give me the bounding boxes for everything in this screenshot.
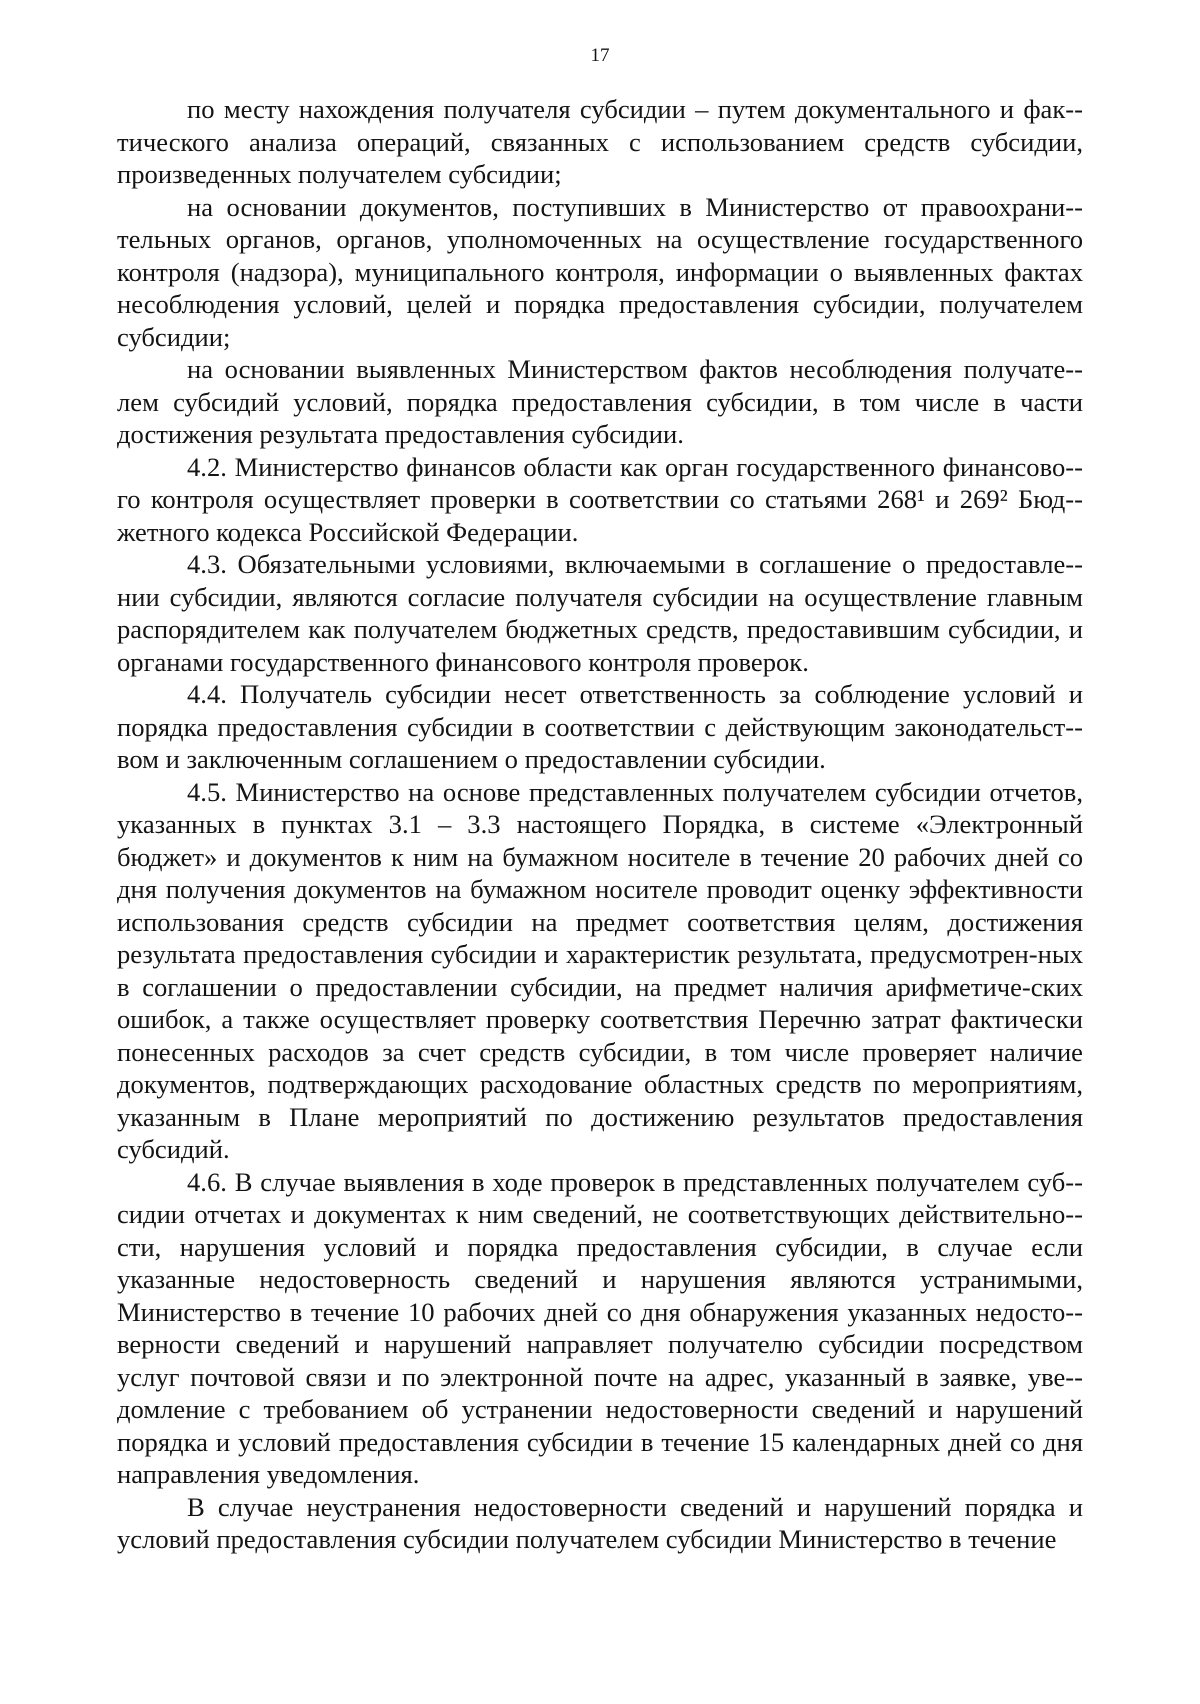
- paragraph-4-6: 4.6. В случае выявления в ходе проверок в представленных получателем суб-сидии отчетах и документах к ним сведений, не соответствующих действительно-сти, нарушения условий и порядка предоставления субсидии, в случае если указанные недостоверность сведений и нарушения являются устранимыми, Министерство в течение 10 рабочих дней со дня обнаружения указанных недосто-верности сведений и нарушений направляет получателю субсидии посредством услуг почтовой связи и по электронной почте на адрес, указанный в заявке, уве-домление с требованием об устранении недостоверности сведений и нарушений порядка и условий предоставления субсидии в течение 15 календарных дней со дня направления уведомления.: [117, 1166, 1083, 1489]
- page-number: 17: [590, 45, 610, 66]
- paragraph-4-2: 4.2. Министерство финансов области как орган государственного финансово-го контроля осуществляет проверки в соответствии со статьями 268¹ и 269² Бюд-жетного кодекса Российской Федерации.: [117, 451, 1083, 547]
- paragraph-4-5: 4.5. Министерство на основе представленных получателем субсидии отчетов, указанных в пунктах 3.1 – 3.3 настоящего Порядка, в системе «Электронный бюджет» и документов к ним на бумажном носителе в течение 20 рабочих дней со дня получения документов на бумажном носителе проводит оценку эффективности использования средств субсидии на предмет соответствия целям, достижения результата предоставления субсидии и характеристик результата, предусмотрен-ных в соглашении о предоставлении субсидии, на предмет наличия арифметиче-ских ошибок, а также осуществляет проверку соответствия Перечню затрат фактически понесенных расходов за счет средств субсидии, в том числе проверяет наличие документов, подтверждающих расходование областных средств по мероприятиям, указанным в Плане мероприятий по достижению результатов предоставления субсидий.: [117, 776, 1083, 1164]
- paragraph-inspection-documents: на основании документов, поступивших в Министерство от правоохрани-тельных органов, органов, уполномоченных на осуществление государственного контроля (надзора), муниципального контроля, информации о выявленных фактах несоблюдения условий, целей и порядка предоставления субсидии, получателем субсидии;: [117, 191, 1083, 352]
- paragraph-inspection-ministry-facts: на основании выявленных Министерством фактов несоблюдения получате-лем субсидий условий, порядка предоставления субсидии, в том числе в части достижения результата предоставления субсидии.: [117, 354, 1083, 449]
- paragraph-non-elimination: В случае неустранения недостоверности сведений и нарушений порядка и условий предоставления субсидии получателем субсидии Министерство в течение: [117, 1491, 1083, 1554]
- paragraph-inspection-location: по месту нахождения получателя субсидии – путем документального и фак-тического анализа операций, связанных с использованием средств субсидии, произведенных получателем субсидии;: [117, 94, 1083, 189]
- paragraph-4-3: 4.3. Обязательными условиями, включаемыми в соглашение о предоставле-нии субсидии, являются согласие получателя субсидии на осуществление главным распорядителем как получателем бюджетных средств, предоставившим субсидии, и органами государственного финансового контроля проверок.: [117, 549, 1083, 677]
- document-body: [117, 93, 1083, 1556]
- paragraph-4-4: 4.4. Получатель субсидии несет ответственность за соблюдение условий и порядка предоставления субсидии в соответствии с действующим законодательст-вом и заключенным соглашением о предоставлении субсидии.: [117, 679, 1083, 774]
